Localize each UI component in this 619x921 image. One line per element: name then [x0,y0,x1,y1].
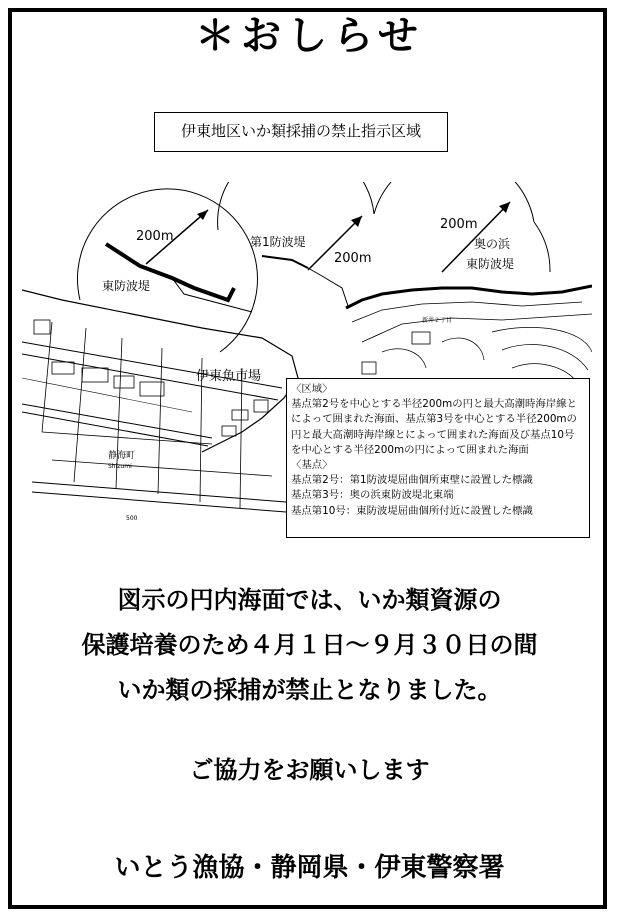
label-shinikari: 新井２丁目 [422,317,453,324]
label-fish-market: 伊東魚市場 [196,369,262,384]
legend-point-line: 基点第10号：東防波堤屈曲個所付近に設置した標識 [291,504,533,517]
legend-point-line: 基点第3号：奥の浜東防波堤北東端 [291,489,454,502]
map-title-box: 伊東地区いか類採捕の禁止指示区域 [154,112,448,152]
label-shizumi-roman: Shizumi [108,463,132,470]
zone-circle-east [77,189,257,352]
main-message [0,578,619,713]
legend-area-line: によって囲まれた海面、基点第3号を中心とする半径200mの [291,413,577,426]
legend-box [286,378,590,538]
label-radius-1: 200m [136,229,174,244]
label-okunohama-2: 東防波堤 [466,257,515,271]
legend-area-heading: 〈区域〉 [291,383,333,395]
notice-title: ＊おしらせ [195,13,424,59]
legend-area-line: 円と最大高潮時海岸線とによって囲まれた海面及び基点10号 [291,428,575,441]
first-breakwater-line [262,256,308,268]
label-shizumi: 静海町 [108,451,136,461]
legend-area-line: 基点第2号を中心とする半径200mの円と最大高潮時海岸線と [291,398,577,411]
main-message-line: いか類の採捕が禁止となりました。 [117,676,502,704]
main-message-line: 保護培養のため４月１日～９月３０日の間 [81,631,538,659]
legend-points-heading: 〈基点〉 [291,459,333,472]
cooperation-request: ご協力をお願いします [189,756,430,784]
label-radius-3: 200m [440,217,478,232]
label-first-breakwater: 第1防波堤 [250,235,306,249]
label-okunohama-1: 奥の浜 [474,237,511,251]
main-message-line: 図示の円内海面では、いか類資源の [117,586,502,614]
legend-point-line: 基点第2号：第1防波堤屈曲個所東壁に設置した標識 [291,474,533,487]
issuing-organizations: いとう漁協・静岡県・伊東警察署 [114,853,505,883]
label-radius-2: 200m [334,251,372,266]
label-east-breakwater: 東防波堤 [102,279,151,293]
label-road-number: 500 [126,515,138,522]
coastline-east [346,286,592,308]
legend-area-line: を中心とする半径200mの円によって囲まれた海面 [291,443,529,456]
zone-circle-first [218,182,374,230]
